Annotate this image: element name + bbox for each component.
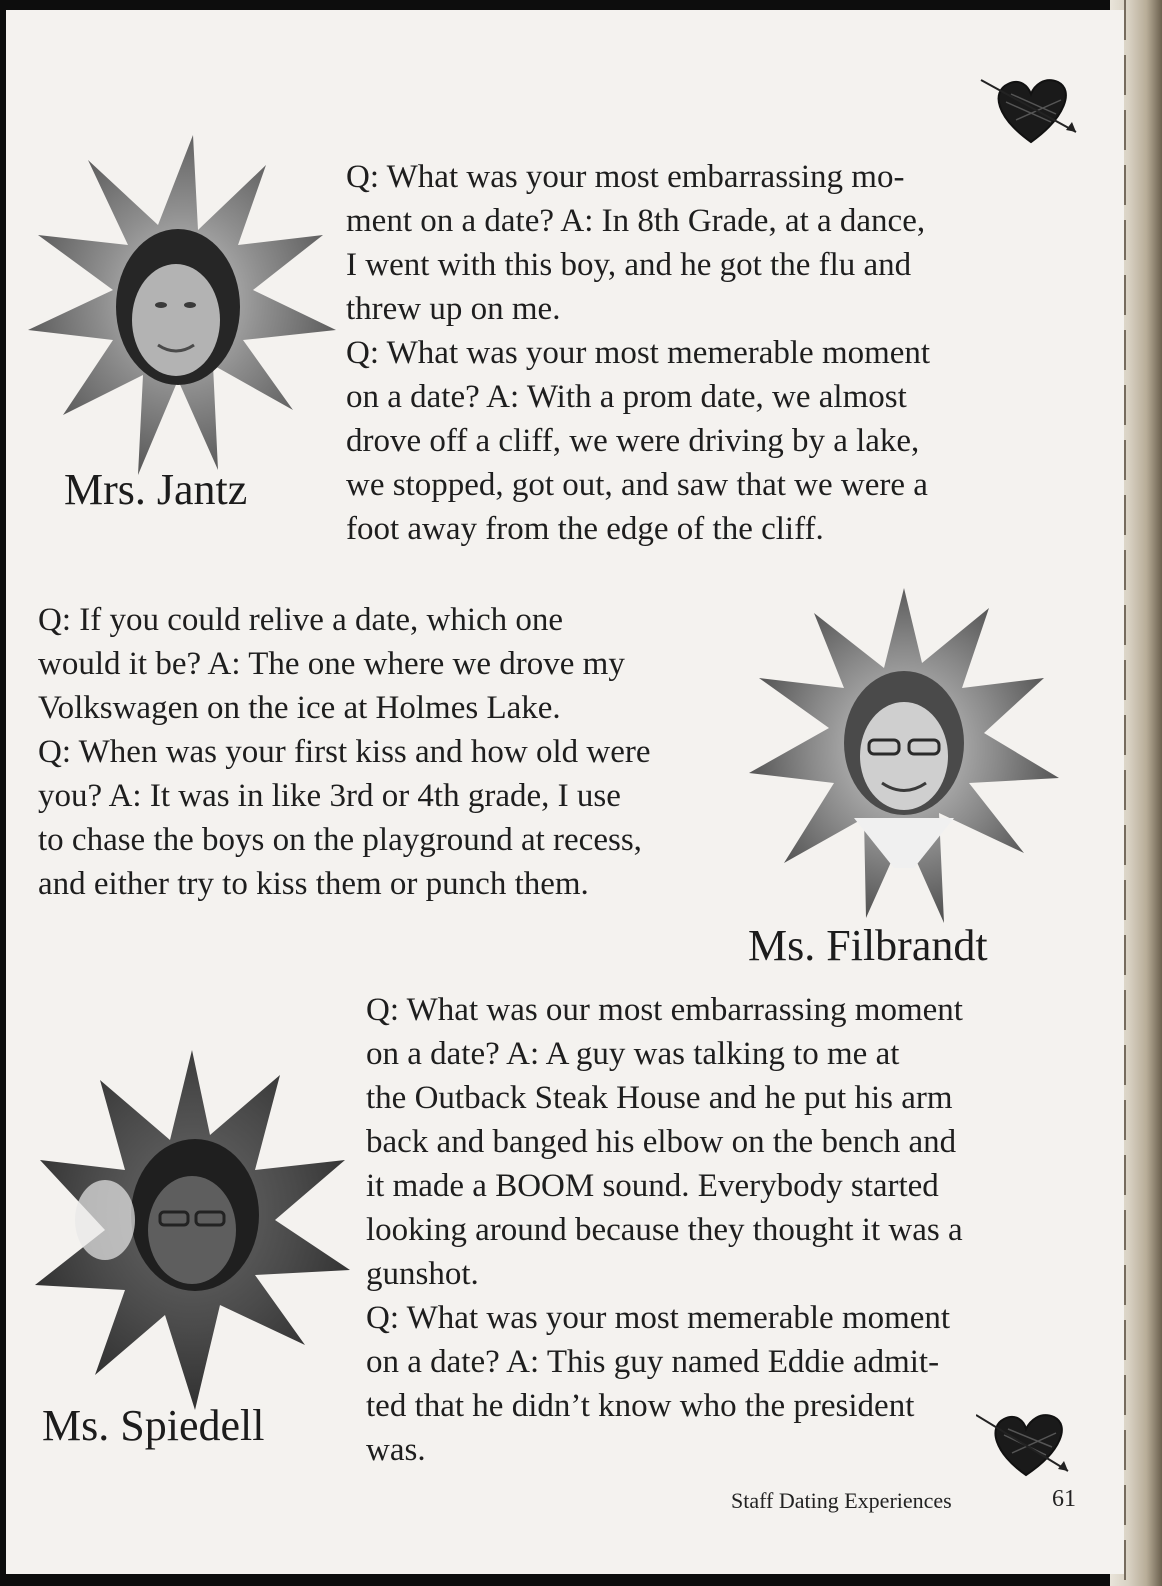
heart-arrow-doodle-icon xyxy=(976,72,1086,152)
page-number: 61 xyxy=(1052,1486,1076,1512)
spiedell-qa-text: Q: What was our most embarrassing moment on a date? A: A guy was talking to me at the Outback Steak House and he put his arm back and banged his elbow on the bench and it made a BOOM sound. Everybody started looking around because they thought it was a gunshot. Q: What was your most memerable moment on a date? A: This guy named Eddie admit- ted that he didn’t know who the president was. xyxy=(366,992,963,1468)
filbrandt-star-photo xyxy=(744,578,1064,928)
filbrandt-qa-text: Q: If you could relive a date, which one would it be? A: The one where we drove my Volkswagen on the ice at Holmes Lake. Q: When was your first kiss and how old were you? A: It was in like 3rd or 4th grade, I use to chase the boys on the playground at recess, and either try to kiss them or punch them. xyxy=(38,602,651,902)
heart-arrow-doodle-icon xyxy=(976,1405,1076,1485)
spiedell-name-label: Ms. Spiedell xyxy=(42,1401,265,1450)
spiedell-star-photo xyxy=(20,1040,360,1420)
yearbook-page xyxy=(6,10,1124,1574)
filbrandt-name-label: Ms. Filbrandt xyxy=(748,921,988,970)
jantz-name-label: Mrs. Jantz xyxy=(64,465,248,514)
jantz-star-photo xyxy=(18,125,338,485)
jantz-qa-text: Q: What was your most embarrassing mo- ment on a date? A: In 8th Grade, at a dance, I went with this boy, and he got the flu and threw up on me. Q: What was your most memerable moment on a date? A: With a prom date, we almost drove off a cliff, we were driving by a lake, we stopped, got out, and saw that we were a foot away from the edge of the cliff. xyxy=(346,159,931,547)
footer-section-title: Staff Dating Experiences xyxy=(731,1488,952,1513)
